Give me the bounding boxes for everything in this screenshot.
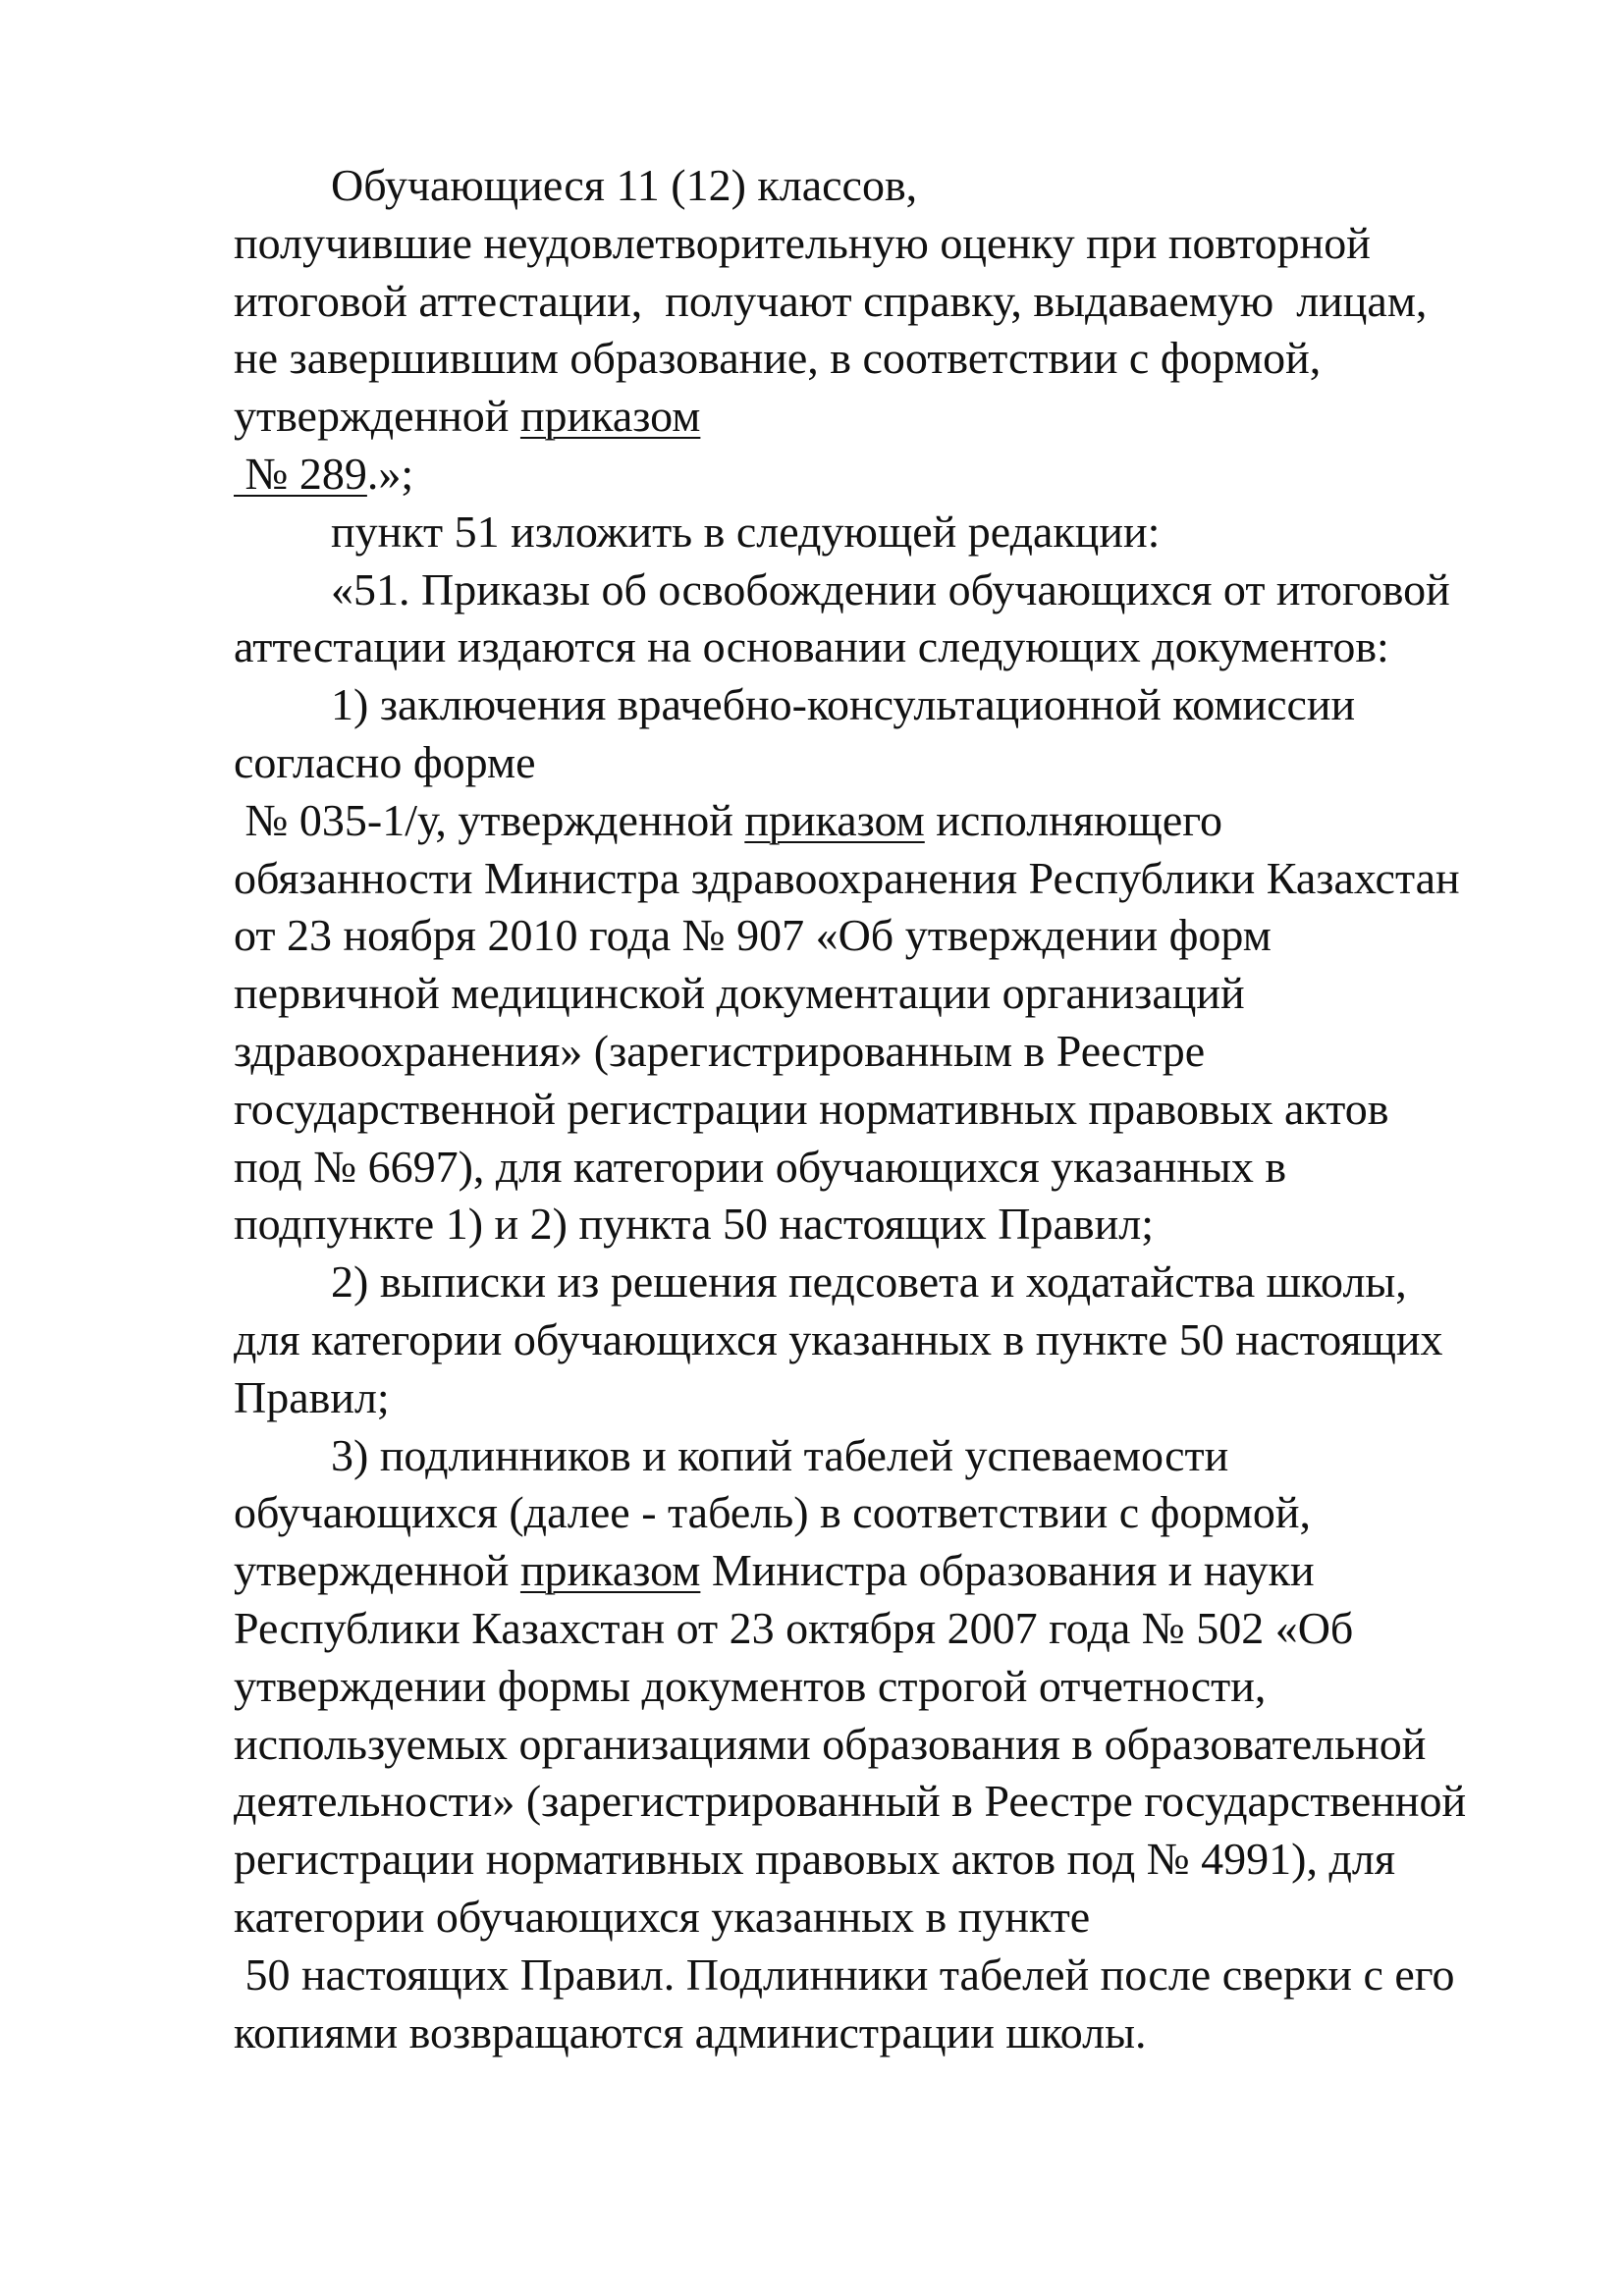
line-text: не завершившим образование, в соответствии с формой, (234, 333, 1322, 383)
paragraph-line (234, 966, 1245, 1021)
line-text: под № 6697), для категории обучающихся указанных в (234, 1142, 1287, 1192)
line-text: 3) подлинников и копий табелей успеваемости (331, 1430, 1229, 1480)
line-text: подпункте 1) и 2) пункта 50 настоящих Правил; (234, 1199, 1154, 1249)
line-text: согласно форме (234, 737, 536, 787)
paragraph-line (234, 1543, 1315, 1598)
paragraph-line (234, 1890, 1090, 1945)
line-text: утвержденной (234, 1545, 520, 1595)
line-text: от 23 ноября 2010 года № 907 «Об утверждении форм (234, 910, 1272, 960)
document-reference-link[interactable]: № 289 (234, 449, 367, 499)
line-text: государственной регистрации нормативных правовых актов (234, 1084, 1389, 1134)
line-text: № 035-1/у, утвержденной (234, 795, 745, 845)
document-reference-link[interactable]: приказом (744, 795, 925, 845)
paragraph-line (331, 562, 1450, 617)
line-text: первичной медицинской документации организаций (234, 968, 1245, 1018)
line-text: 50 настоящих Правил. Подлинники табелей после сверки с его (234, 1949, 1455, 2000)
paragraph-line (234, 2005, 1147, 2060)
paragraph-line (234, 1774, 1466, 1829)
paragraph-line (234, 447, 413, 502)
document-reference-link[interactable]: приказом (519, 391, 701, 441)
line-text: пункт 51 изложить в следующей редакции: (331, 507, 1161, 557)
paragraph-line (234, 735, 536, 790)
line-text: получившие неудовлетворительную оценку при повторной (234, 218, 1371, 268)
paragraph-line (234, 331, 1321, 386)
paragraph-line (234, 1832, 1395, 1887)
line-text: исполняющего (924, 795, 1222, 845)
line-text: 2) выписки из решения педсовета и ходатайства школы, (331, 1256, 1407, 1307)
paragraph-line (234, 1197, 1154, 1252)
paragraph-line (234, 1312, 1443, 1367)
paragraph-line (234, 1370, 390, 1425)
line-text: 1) заключения врачебно-консультационной комиссии (331, 679, 1356, 729)
line-text: для категории обучающихся указанных в пункте 50 настоящих (234, 1314, 1443, 1364)
paragraph-line (331, 158, 917, 213)
paragraph-line (234, 274, 1427, 329)
paragraph-line (331, 677, 1355, 732)
line-text: Правил; (234, 1372, 390, 1422)
line-text: Министра образования и науки (700, 1545, 1315, 1595)
paragraph-line (234, 216, 1371, 271)
paragraph-line (234, 1024, 1205, 1079)
paragraph-line (234, 1601, 1353, 1656)
paragraph-line (234, 389, 700, 444)
line-text: категории обучающихся указанных в пункте (234, 1892, 1091, 1942)
paragraph-line (234, 1485, 1311, 1540)
line-text: обучающихся (далее - табель) в соответствии с формой, (234, 1487, 1311, 1537)
line-text: регистрации нормативных правовых актов под № 4991), для (234, 1834, 1396, 1884)
line-text: «51. Приказы об освобождении обучающихся от итоговой (331, 564, 1450, 614)
paragraph-line (234, 1659, 1266, 1714)
line-text: Республики Казахстан от 23 октября 2007 года № 502 «Об (234, 1603, 1354, 1653)
paragraph-line (234, 1140, 1286, 1195)
paragraph-line (331, 505, 1160, 560)
line-text: утвержденной (234, 391, 520, 441)
line-text: используемых организациями образования в образовательной (234, 1719, 1427, 1769)
paragraph-line (331, 1255, 1407, 1309)
line-text: обязанности Министра здравоохранения Республики Казахстан (234, 853, 1460, 903)
line-text: аттестации издаются на основании следующих документов: (234, 621, 1389, 671)
document-reference-link[interactable]: приказом (519, 1545, 701, 1595)
paragraph-line (234, 1082, 1388, 1137)
line-text: деятельности» (зарегистрированный в Реестре государственной (234, 1776, 1467, 1826)
paragraph-line (234, 1717, 1426, 1772)
line-text: Обучающиеся 11 (12) классов, (331, 160, 918, 210)
paragraph-line (331, 1428, 1228, 1483)
line-text: здравоохранения» (зарегистрированным в Реестре (234, 1026, 1206, 1076)
line-text: утверждении формы документов строгой отчетности, (234, 1661, 1267, 1711)
paragraph-line (234, 851, 1460, 906)
paragraph-line (234, 1948, 1455, 2002)
paragraph-line (234, 793, 1222, 848)
paragraph-line (234, 619, 1389, 674)
line-text: итоговой аттестации, получают справку, выдаваемую лицам, (234, 276, 1428, 326)
line-text: .»; (366, 449, 414, 499)
line-text: копиями возвращаются администрации школы. (234, 2007, 1147, 2057)
paragraph-line (234, 908, 1272, 963)
